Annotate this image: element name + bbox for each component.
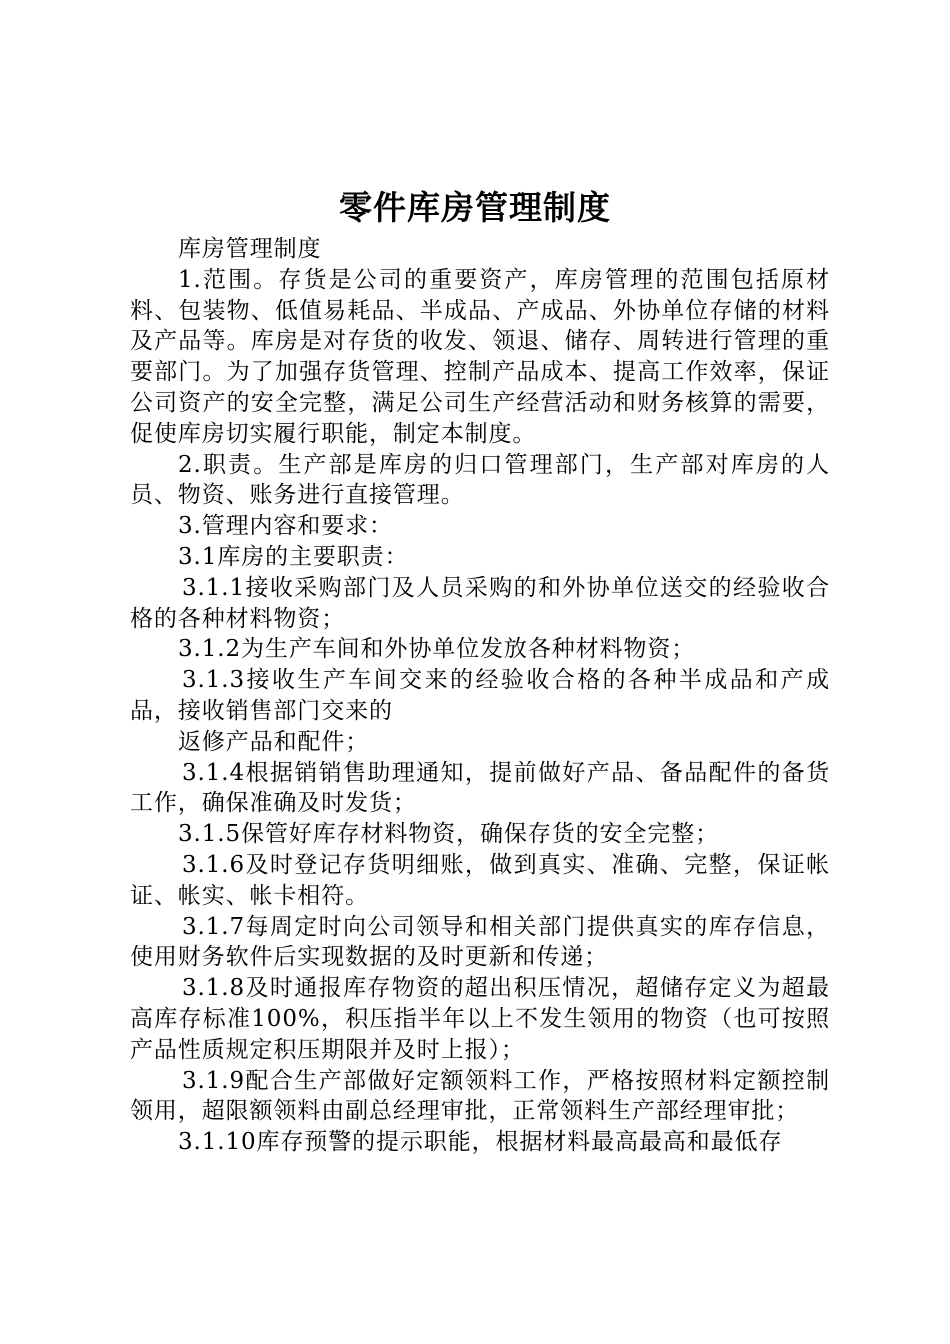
- paragraph-management-content: 3.管理内容和要求：: [178, 513, 393, 540]
- paragraph-3-1-3-continued: 返修产品和配件；: [178, 728, 370, 755]
- document-body: [130, 234, 830, 1158]
- paragraph-duties: 2.职责。生产部是库房的归口管理部门，生产部对库房的人员、物资、账务进行直接管理。: [130, 451, 830, 509]
- paragraph-3-1-9: 3.1.9配合生产部做好定额领料工作，严格按照材料定额控制领用，超限额领料由副总经理审批，正常领料生产部经理审批；: [130, 1067, 830, 1125]
- paragraph-3-1-10: 3.1.10库存预警的提示职能，根据材料最高最高和最低存: [178, 1129, 783, 1156]
- paragraph-3-1-3: 3.1.3接收生产车间交来的经验收合格的各种半成品和产成品，接收销售部门交来的: [130, 667, 830, 724]
- paragraph-heading: 库房管理制度: [178, 236, 322, 262]
- paragraph-3-1-8: 3.1.8及时通报库存物资的超出积压情况，超储存定义为超最高库存标准100%，积压指半年以上不发生领用的物资（也可按照产品性质规定积压期限并及时上报）；: [130, 975, 830, 1063]
- paragraph-3-1-5: 3.1.5保管好库存材料物资，确保存货的安全完整；: [178, 821, 720, 848]
- paragraph-main-duties: 3.1库房的主要职责：: [178, 543, 409, 570]
- paragraph-3-1-4: 3.1.4根据销销售助理通知，提前做好产品、备品配件的备货工作，确保准确及时发货；: [130, 759, 830, 817]
- document-title: 零件库房管理制度: [339, 188, 611, 227]
- paragraph-scope: 1.范围。存货是公司的重要资产，库房管理的范围包括原材料、包装物、低值易耗品、半成品、产成品、外协单位存储的材料及产品等。库房是对存货的收发、领退、储存、周转进行管理的重要部门。为了加强存货管理、控制产品成本、提高工作效率，保证公司资产的安全完整，满足公司生产经营活动和财务核算的需要，促使库房切实履行职能，制定本制度。: [130, 266, 830, 447]
- paragraph-3-1-1: 3.1.1接收采购部门及人员采购的和外协单位送交的经验收合格的各种材料物资；: [130, 574, 830, 632]
- paragraph-3-1-2: 3.1.2为生产车间和外协单位发放各种材料物资；: [178, 636, 696, 663]
- paragraph-3-1-6: 3.1.6及时登记存货明细账，做到真实、准确、完整，保证帐证、帐实、帐卡相符。: [130, 851, 830, 909]
- paragraph-3-1-7: 3.1.7每周定时向公司领导和相关部门提供真实的库存信息，使用财务软件后实现数据的及时更新和传递；: [130, 913, 830, 971]
